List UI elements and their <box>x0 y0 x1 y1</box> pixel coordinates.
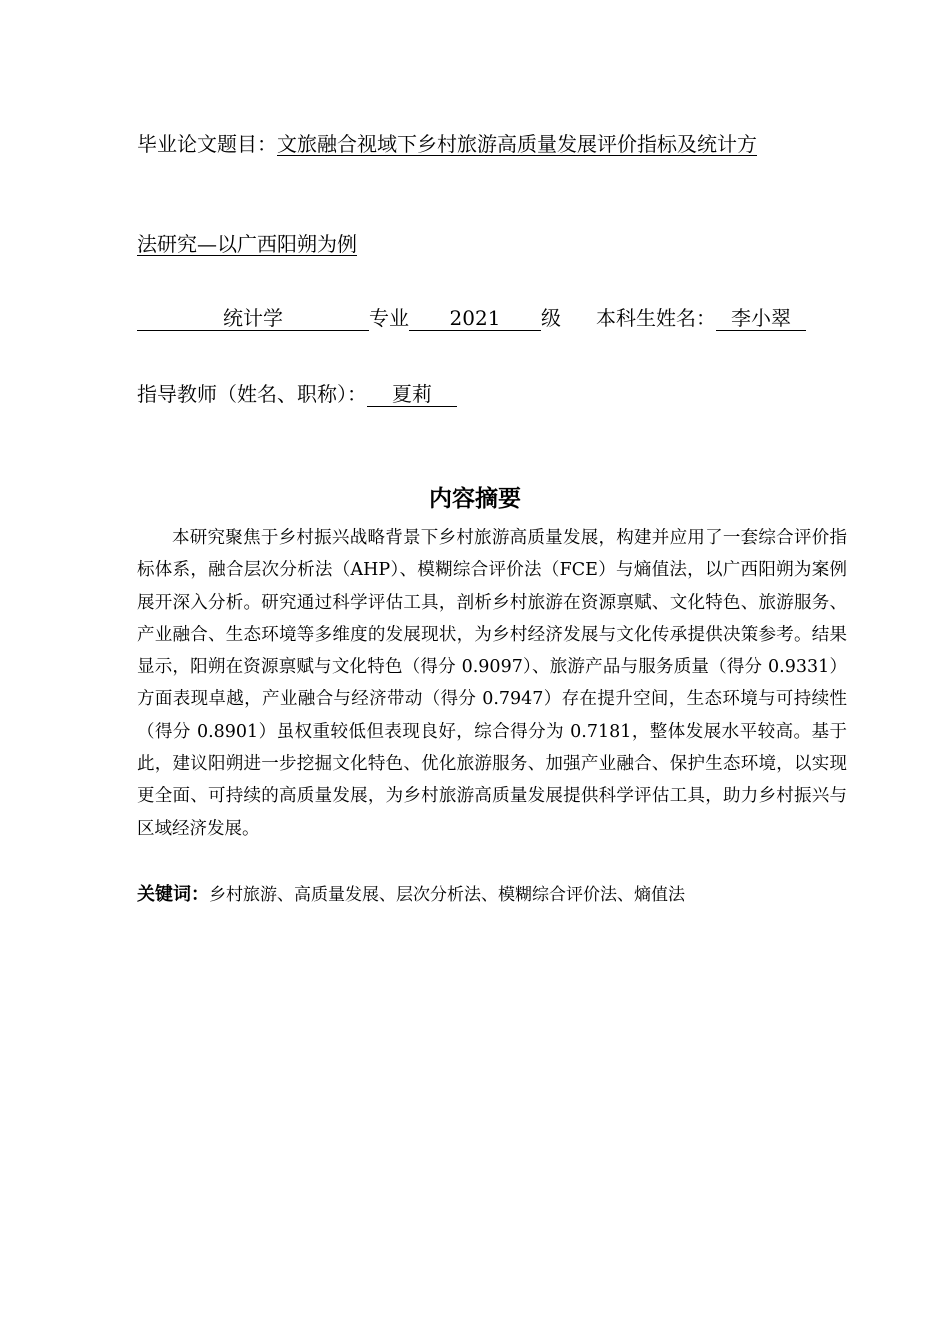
thesis-title-part-2: 法研究—以广西阳朔为例 <box>137 232 357 256</box>
grade-label: 级 <box>541 306 561 330</box>
keywords-line <box>137 880 685 906</box>
advisor-line <box>137 378 457 407</box>
thesis-title-line-2 <box>137 228 357 257</box>
abstract-body: 本研究聚焦于乡村振兴战略背景下乡村旅游高质量发展，构建并应用了一套综合评价指标体系，融合层次分析法（AHP）、模糊综合评价法（FCE）与熵值法，以广西阳朔为案例展开深入分析。研究通过科学评估工具，剖析乡村旅游在资源禀赋、文化特色、旅游服务、产业融合、生态环境等多维度的发展现状，为乡村经济发展与文化传承提供决策参考。结果显示，阳朔在资源禀赋与文化特色（得分 0.9097）、旅游产品与服务质量（得分 0.9331）方面表现卓越，产业融合与经济带动（得分 0.7947）存在提升空间，生态环境与可持续性（得分 0.8901）虽权重较低但表现良好，综合得分为 0.7181，整体发展水平较高。基于此，建议阳朔进一步挖掘文化特色、优化旅游服务、加强产业融合、保护生态环境，以实现更全面、可持续的高质量发展，为乡村旅游高质量发展提供科学评估工具，助力乡村振兴与区域经济发展。 <box>137 528 847 839</box>
student-name-label: 本科生姓名： <box>596 306 716 330</box>
grade-value: 2021 <box>409 306 541 331</box>
student-info-line <box>137 302 806 331</box>
major-value: 统计学 <box>137 306 369 331</box>
advisor-label: 指导教师（姓名、职称）： <box>137 382 367 406</box>
thesis-title-line-1 <box>137 128 757 157</box>
thesis-title-part-1: 文旅融合视域下乡村旅游高质量发展评价指标及统计方 <box>277 132 757 156</box>
keywords-text: 乡村旅游、高质量发展、层次分析法、模糊综合评价法、熵值法 <box>209 885 685 905</box>
keywords-label: 关键词： <box>137 884 209 905</box>
abstract-heading: 内容摘要 <box>429 486 521 512</box>
thesis-title-label: 毕业论文题目： <box>137 132 277 156</box>
advisor-name-value: 夏莉 <box>367 382 457 407</box>
student-name-value: 李小翠 <box>716 306 806 331</box>
major-label: 专业 <box>369 306 409 330</box>
